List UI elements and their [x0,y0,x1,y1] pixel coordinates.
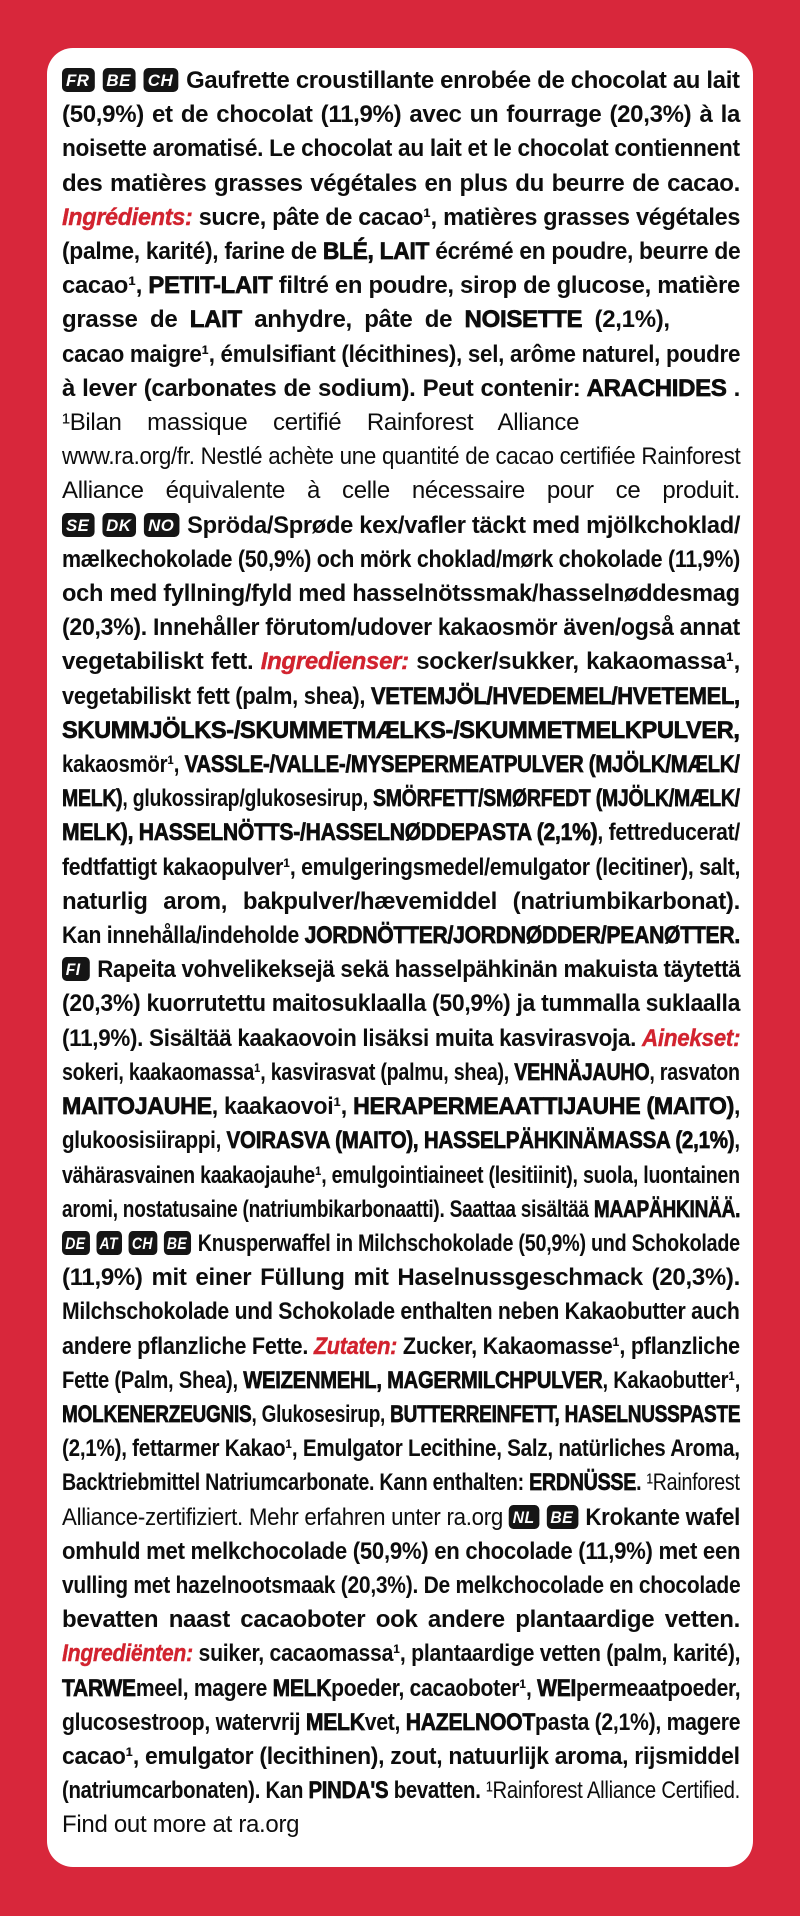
ingredient-line [62,64,740,98]
text-run: Backtriebmittel Natriumcarbonate. Kann enthalten: [62,1469,530,1497]
text-run: Rapeita vohvelikeksejä sekä hasselpähkinän makuista täytettä [97,956,741,984]
text-run: MAAPÄHKINÄÄ. [593,1195,741,1223]
ingredient-line [62,1672,741,1706]
ingredient-line [62,1124,740,1158]
text-run: mælkechokolade (50,9%) och mörk choklad/mørk chokolade (11,9%) [62,545,740,573]
country-badge-at: AT [96,1231,122,1255]
ingredient-line [62,1603,740,1637]
text-run: Ainekset: [642,1024,741,1052]
ingredients-label [62,64,740,1843]
text-run: , [734,1093,741,1121]
text-run: , fettreducerat/ [597,819,740,847]
text-run: BUTTERREINFETT, HASELNUSSPASTE [390,1400,741,1428]
text-run: écrémé en poudre, beurre de [429,238,741,266]
text-run: vegetabiliskt fett. [62,648,261,676]
text-run: NOISETTE [464,306,583,334]
text-run: vegetabiliskt fett (palm, shea), [62,682,371,710]
text-run: HERAPERMEAATTIJAUHE (MAITO) [353,1093,735,1121]
text-run: , kaakaovoi¹, [211,1093,354,1121]
text-run: permeaatpoeder, [576,1674,741,1702]
ingredient-line [62,1535,741,1569]
country-badge-be: BE [164,1231,192,1255]
text-run: Milchschokolade und Schokolade enthalten neben Kakaobutter auch [62,1298,740,1326]
text-run: , glukossirap/glukosesirup, [122,785,374,813]
text-run: Kan innehålla/indeholde [62,922,305,950]
ingredient-line [62,1295,740,1329]
text-run: Ingrédients: [62,203,193,231]
text-run: www.ra.org/fr. Nestlé achète une quantité de cacao certifiée Rainforest [62,443,741,471]
text-run: Zutaten: [313,1332,398,1360]
text-run: glukoosisiirappi, [62,1127,227,1155]
text-run: vähärasvainen kaakaojauhe¹, emulgointiaineet (lesitiinit), suola, luontainen [62,1161,740,1189]
ingredient-line [62,1432,740,1466]
text-run: HAZELNOOT [405,1708,536,1736]
text-run: bevatten. [388,1777,486,1805]
text-run: WEIZENMEHL, MAGERMILCHPULVER [243,1366,603,1394]
text-run: BLÉ, LAIT [322,238,430,266]
text-run: Zucker, Kakaomasse¹, pflanzliche [397,1332,740,1360]
ingredient-line [62,1193,741,1227]
ingredient-line [62,1808,740,1842]
ingredient-line [62,1740,740,1774]
text-run: VOIRASVA (MAITO), HASSELPÄHKINÄMASSA (2,1%) [226,1127,735,1155]
ingredients-label-panel [47,48,753,1867]
text-run: och med fyllning/fyld med hasselnötssmak/hasselnøddesmag [62,580,740,608]
text-run: pasta (2,1%), magere [535,1708,741,1736]
country-badge-fr: FR [62,68,94,92]
text-run: TARWE [62,1674,136,1702]
text-run: (2,1%), fettarmer Kakao¹, Emulgator Lecithine, Salz, natürliches Aroma, [62,1435,740,1463]
ingredient-line [62,269,740,303]
text-run: Ingredienser: [260,648,409,676]
text-run: des matières grasses végétales en plus du beurre de cacao. [62,169,740,197]
country-badge-be: BE [547,1505,578,1529]
text-run: MELK [272,1674,332,1702]
ingredient-line [62,1706,741,1740]
text-run: (palme, karité), farine de [62,238,323,266]
text-run: VEHNÄJAUHO [514,1058,650,1086]
country-badge-de: DE [62,1231,90,1255]
ingredient-line [62,611,740,645]
country-badge-dk: DK [102,513,136,537]
ingredient-line [62,1466,740,1500]
text-run: MELK), HASSELNÖTTS-/HASSELNØDDEPASTA (2,1%) [62,819,598,847]
text-run: poeder, cacaoboter¹, [331,1674,538,1702]
ingredient-line [62,748,740,782]
text-run: (natriumcarbonaten). Kan [62,1777,309,1805]
text-run: filtré en poudre, sirop de glucose, matière [272,272,740,300]
text-run: sucre, pâte de cacao¹, matières grasses végétales [192,203,741,231]
ingredient-line [62,1090,741,1124]
ingredient-line [62,1501,741,1535]
ingredient-line [62,372,740,406]
text-run: Ingrediënten: [62,1640,193,1668]
text-run: (11,9%) mit einer Füllung mit Haselnussgeschmack (20,3%). [62,1264,740,1292]
country-badge-nl: NL [509,1505,539,1529]
ingredient-line [62,1637,741,1671]
text-run: kakaosmör¹, [62,751,185,779]
country-badge-fi: FI [62,957,90,981]
ingredient-line [62,235,741,269]
country-badge-no: NO [144,513,179,537]
text-run: , rasvaton [649,1058,740,1086]
text-run: vulling met hazelnootsmaak (20,3%). De melkchocolade en chocolade [62,1571,741,1599]
ingredient-line [62,1159,740,1193]
ingredient-line [62,406,740,440]
text-run: Find out more at ra.org [62,1811,300,1839]
text-run: Spröda/Sprøde kex/vafler täckt med mjölkchoklad/ [187,511,741,539]
ingredient-line [62,1261,740,1295]
text-run: MELK) [62,785,123,813]
text-run: VASSLE-/VALLE-/MYSEPERMEATPULVER (MJÖLK/MÆLK/ [184,751,740,779]
country-badge-ch: CH [144,68,178,92]
text-run: . [726,374,740,402]
text-run: glucosestroop, watervrij [62,1708,306,1736]
text-run: Fette (Palm, Shea), [62,1366,244,1394]
text-run: fedtfattigt kakaopulver¹, emulgeringsmedel/emulgator (lecitiner), salt, [62,853,741,881]
country-badge-be: BE [102,68,135,92]
ingredient-line [62,303,740,337]
ingredient-line [62,338,741,372]
text-run: . [636,1469,647,1497]
ingredient-line [62,680,740,714]
ingredient-line [62,953,741,987]
text-run: Knusperwaffel in Milchschokolade (50,9%) und Schokolade [197,1229,740,1257]
text-run: omhuld met melkchocolade (50,9%) en chocolade (11,9%) met een [62,1537,741,1565]
text-run: cacao¹, emulgator (lecithinen), zout, natuurlijk aroma, rijsmiddel [62,1742,740,1770]
text-run: Krokante wafel [585,1503,741,1531]
text-run: MELK [305,1708,365,1736]
ingredient-line [62,714,740,748]
ingredient-line [62,987,741,1021]
ingredient-line [62,167,740,201]
ingredient-line [62,1398,741,1432]
ingredient-line [62,1364,741,1398]
text-run: sokeri, kaakaomassa¹, kasvirasvat (palmu, shea), [62,1058,515,1086]
text-run: (2,1%), [582,306,670,334]
text-run: VETEMJÖL/HVEDEMEL/HVETEMEL, [370,682,740,710]
text-run: SKUMMJÖLKS-/SKUMMETMÆLKS-/SKUMMETMELKPULVER, [62,716,740,744]
text-run: Alliance-zertifiziert. Mehr erfahren unter ra.org [62,1503,509,1531]
country-badge-se: SE [62,513,94,537]
text-run: WEI [537,1674,577,1702]
ingredient-line [62,474,740,508]
ingredient-line [62,132,740,166]
text-run: suiker, cacaomassa¹, plantaardige vetten (palm, karité), [192,1640,741,1668]
text-run: , Kakaobutter¹, [602,1366,741,1394]
text-run: ¹Bilan massique certifié Rainforest Alliance [62,409,580,437]
text-run: (20,3%) kuorrutettu maitosuklaalla (50,9%) ja tummalla suklaalla [62,990,741,1018]
text-run: aromi, nostatusaine (natriumbikarbonaatti). Saattaa sisältää [62,1195,594,1223]
text-run: PETIT-LAIT [148,272,273,300]
text-run: MAITOJAUHE [62,1093,212,1121]
ingredient-line [62,645,740,679]
ingredient-line [62,577,740,611]
text-run: anhydre, pâte de [241,306,465,334]
ingredient-line [62,1227,740,1261]
text-run: , [734,1127,740,1155]
ingredient-line [62,509,741,543]
ingredient-line [62,1056,740,1090]
text-run: cacao maigre¹, émulsifiant (lécithines), sel, arôme naturel, poudre [62,340,741,368]
text-run: ¹Rainforest Alliance Certified. [485,1777,741,1805]
text-run: meel, magere [135,1674,273,1702]
text-run: (20,3%). Innehåller förutom/udover kakaosmör även/også annat [62,614,740,642]
text-run: grasse de [62,306,190,334]
text-run: à lever (carbonates de sodium). Peut contenir: [62,374,587,402]
text-run: naturlig arom, bakpulver/hævemiddel (natriumbikarbonat). [62,887,740,915]
text-run: MOLKENERZEUGNIS [62,1400,252,1428]
text-run: andere pflanzliche Fette. [62,1332,314,1360]
ingredient-line [62,1774,741,1808]
text-run: Gaufrette croustillante enrobée de chocolat au lait [186,67,740,94]
text-run: socker/sukker, kakaomassa¹, [408,648,740,676]
text-run: (11,9%). Sisältää kaakaovoin lisäksi muita kasvirasvoja. [62,1024,643,1052]
ingredient-line [62,1569,741,1603]
text-run: cacao¹, [62,272,149,300]
text-run: PINDA'S [308,1777,389,1805]
ingredient-line [62,543,740,577]
text-run: ARACHIDES [586,374,727,402]
text-run: JORDNÖTTER/JORDNØDDER/PEANØTTER. [304,922,740,950]
text-run: Alliance équivalente à celle nécessaire pour ce produit. [62,477,740,505]
text-run: bevatten naast cacaoboter ook andere plantaardige vetten. [62,1606,740,1634]
ingredient-line [62,440,741,474]
ingredient-line [62,201,741,235]
ingredient-line [62,851,741,885]
country-badge-ch: CH [129,1231,157,1255]
text-run: ¹Rainforest [646,1469,740,1497]
ingredient-line [62,885,740,919]
ingredient-line [62,782,740,816]
ingredient-line [62,98,740,132]
text-run: (50,9%) et de chocolat (11,9%) avec un fourrage (20,3%) à la [62,101,740,129]
ingredient-line [62,1022,741,1056]
ingredient-line [62,816,740,850]
ingredient-line [62,1330,740,1364]
text-run: ERDNÜSSE [529,1469,637,1497]
text-run: LAIT [189,306,242,334]
ingredient-line [62,919,740,953]
text-run: SMÖRFETT/SMØRFEDT (MJÖLK/MÆLK/ [373,785,740,813]
text-run: vet, [364,1708,406,1736]
text-run: , Glukosesirup, [251,1400,391,1428]
text-run: noisette aromatisé. Le chocolat au lait et le chocolat contiennent [62,135,740,163]
